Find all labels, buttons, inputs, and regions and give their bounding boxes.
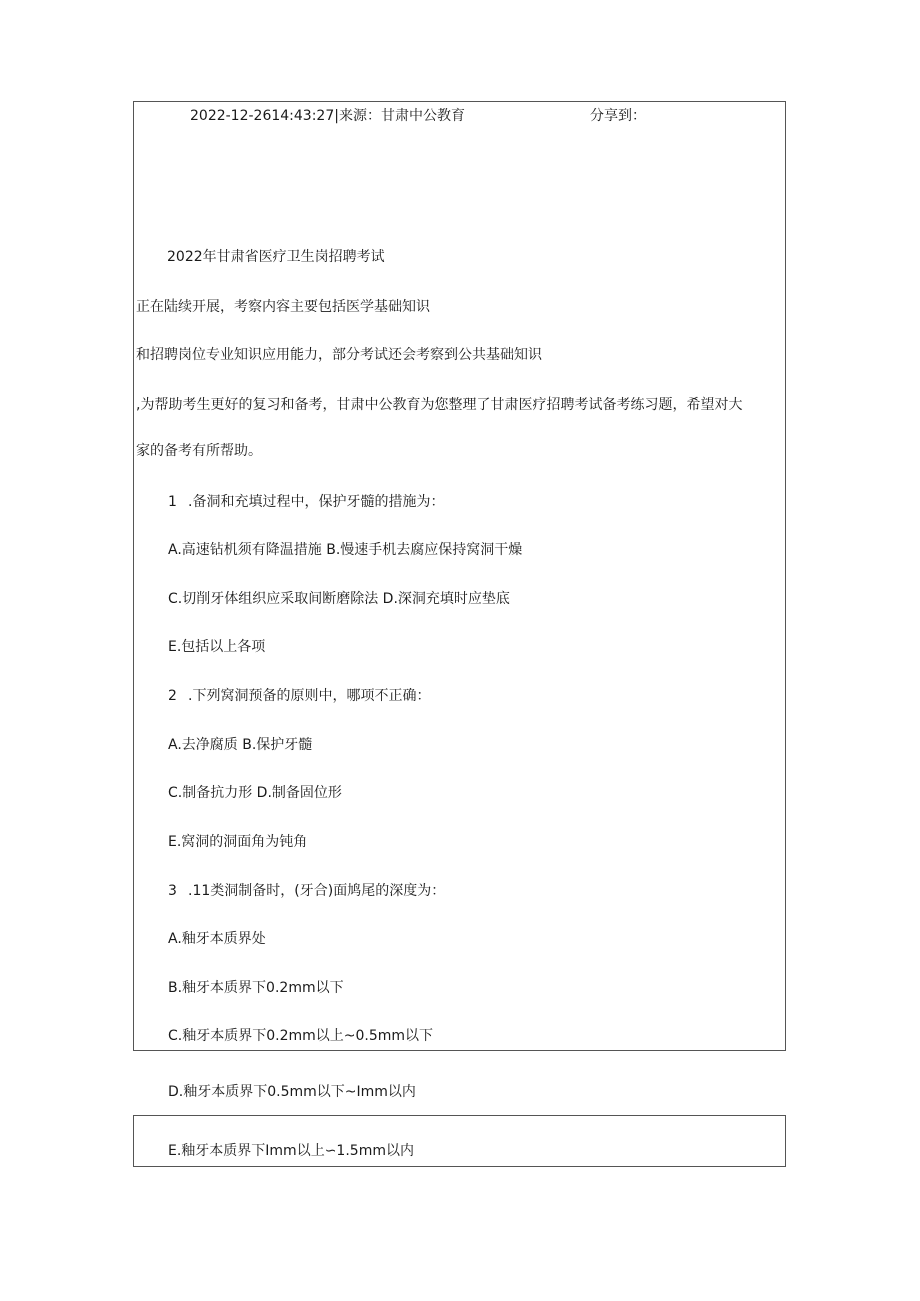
intro-line-2: 和招聘岗位专业知识应用能力，部分考试还会考察到公共基础知识: [136, 347, 542, 363]
intro-line-1: 正在陆续开展，考察内容主要包括医学基础知识: [136, 299, 430, 315]
intro-line-3: ,为帮助考生更好的复习和备考，甘肃中公教育为您整理了甘肃医疗招聘考试备考练习题，希望对大: [136, 397, 743, 413]
intro-line-4: 家的备考有所帮助。: [136, 443, 262, 459]
question-3-stem: [168, 881, 445, 901]
question-2-option-e: E.窝洞的洞面角为钝角: [168, 834, 308, 850]
question-number: 1: [168, 494, 177, 510]
article-meta: 2022-12-2614:43:27|来源：甘肃中公教育: [190, 108, 465, 124]
question-1-option-e: E.包括以上各项: [168, 639, 266, 655]
question-1-option-cd: C.切削牙体组织应采取间断磨除法 D.深洞充填时应垫底: [168, 591, 510, 607]
question-3-option-c: C.釉牙本质界下0.2mm以上~0.5mm以下: [168, 1028, 434, 1044]
question-3-option-d: D.釉牙本质界下0.5mm以下~Imm以内: [168, 1084, 416, 1100]
question-3-option-a: A.釉牙本质界处: [168, 931, 266, 947]
question-2-option-ab: A.去净腐质 B.保护牙髓: [168, 737, 313, 753]
question-3-option-b: B.釉牙本质界下0.2mm以下: [168, 980, 344, 996]
question-text: .下列窝洞预备的原则中，哪项不正确：: [188, 688, 431, 704]
question-text: .11类洞制备时，(牙合)面鸠尾的深度为：: [188, 883, 446, 899]
question-1-stem: [168, 492, 444, 512]
question-2-stem: [168, 686, 430, 706]
question-text: .备洞和充填过程中，保护牙髓的措施为：: [188, 494, 445, 510]
intro-title: 2022年甘肃省医疗卫生岗招聘考试: [167, 249, 385, 265]
question-1-option-ab: A.高速钻机须有降温措施 B.慢速手机去腐应保持窝洞干燥: [168, 542, 523, 558]
share-label[interactable]: 分享到：: [590, 108, 646, 124]
question-3-option-e: E.釉牙本质界下Imm以上∽1.5mm以内: [168, 1143, 414, 1159]
question-number: 3: [168, 883, 177, 899]
content-frame-top: [133, 101, 786, 1051]
question-2-option-cd: C.制备抗力形 D.制备固位形: [168, 785, 342, 801]
question-number: 2: [168, 688, 177, 704]
